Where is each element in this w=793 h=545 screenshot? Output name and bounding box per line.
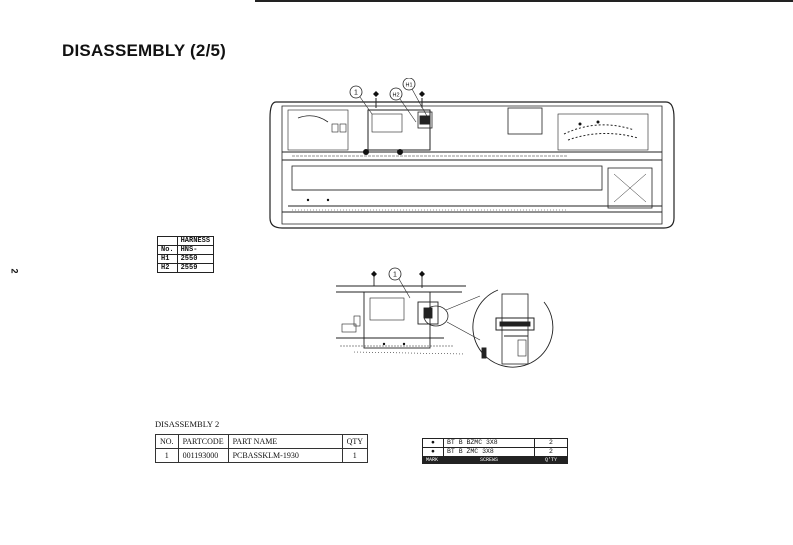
harness-title: HARNESS xyxy=(177,237,213,246)
table-row xyxy=(423,439,568,448)
callout-h2-label: H2 xyxy=(392,92,400,99)
screw-spec: BT B ZMC 3X8 xyxy=(444,448,535,457)
screws-footer-row xyxy=(423,457,568,464)
screws-table xyxy=(422,438,568,464)
harness-col-code: HNS- xyxy=(177,246,213,255)
parts-col-no: NO. xyxy=(156,435,179,449)
screw-spec: BT B BZMC 3X8 xyxy=(444,439,535,448)
screw-mark: ● xyxy=(423,448,444,457)
screws-footer-mark: MARK xyxy=(423,457,444,464)
screw-qty: 2 xyxy=(535,448,568,457)
harness-code: 2559 xyxy=(177,264,213,273)
top-rule xyxy=(255,0,793,2)
parts-header-row xyxy=(156,435,368,449)
parts-col-name: PART NAME xyxy=(228,435,342,449)
screws-footer-qty: Q'TY xyxy=(535,457,568,464)
table-row xyxy=(423,448,568,457)
harness-col-no: No. xyxy=(158,246,178,255)
screw-qty: 2 xyxy=(535,439,568,448)
table-row xyxy=(158,264,214,273)
part-no: 1 xyxy=(156,449,179,463)
screw-mark: ● xyxy=(423,439,444,448)
part-name: PCBASSKLM-1930 xyxy=(228,449,342,463)
harness-no: H2 xyxy=(158,264,178,273)
page-title: DISASSEMBLY (2/5) xyxy=(62,41,227,60)
screws-footer-label: SCREWS xyxy=(444,457,535,464)
harness-no: H1 xyxy=(158,255,178,264)
parts-col-partcode: PARTCODE xyxy=(178,435,228,449)
callout-1-label: 1 xyxy=(354,89,358,97)
table-row xyxy=(158,255,214,264)
parts-table xyxy=(155,434,368,463)
disassembly-caption: DISASSEMBLY 2 xyxy=(155,419,220,429)
part-qty: 1 xyxy=(342,449,367,463)
harness-code: 2550 xyxy=(177,255,213,264)
pcb-detail-drawing xyxy=(334,266,564,381)
table-row xyxy=(156,449,368,463)
part-code: 001193000 xyxy=(178,449,228,463)
page-number: 2 xyxy=(9,268,20,274)
callout-h1-label: H1 xyxy=(405,82,413,89)
harness-table xyxy=(157,236,214,273)
keyboard-top-drawing xyxy=(268,78,678,236)
detail-callout-label: 1 xyxy=(393,271,397,279)
parts-col-qty: QTY xyxy=(342,435,367,449)
